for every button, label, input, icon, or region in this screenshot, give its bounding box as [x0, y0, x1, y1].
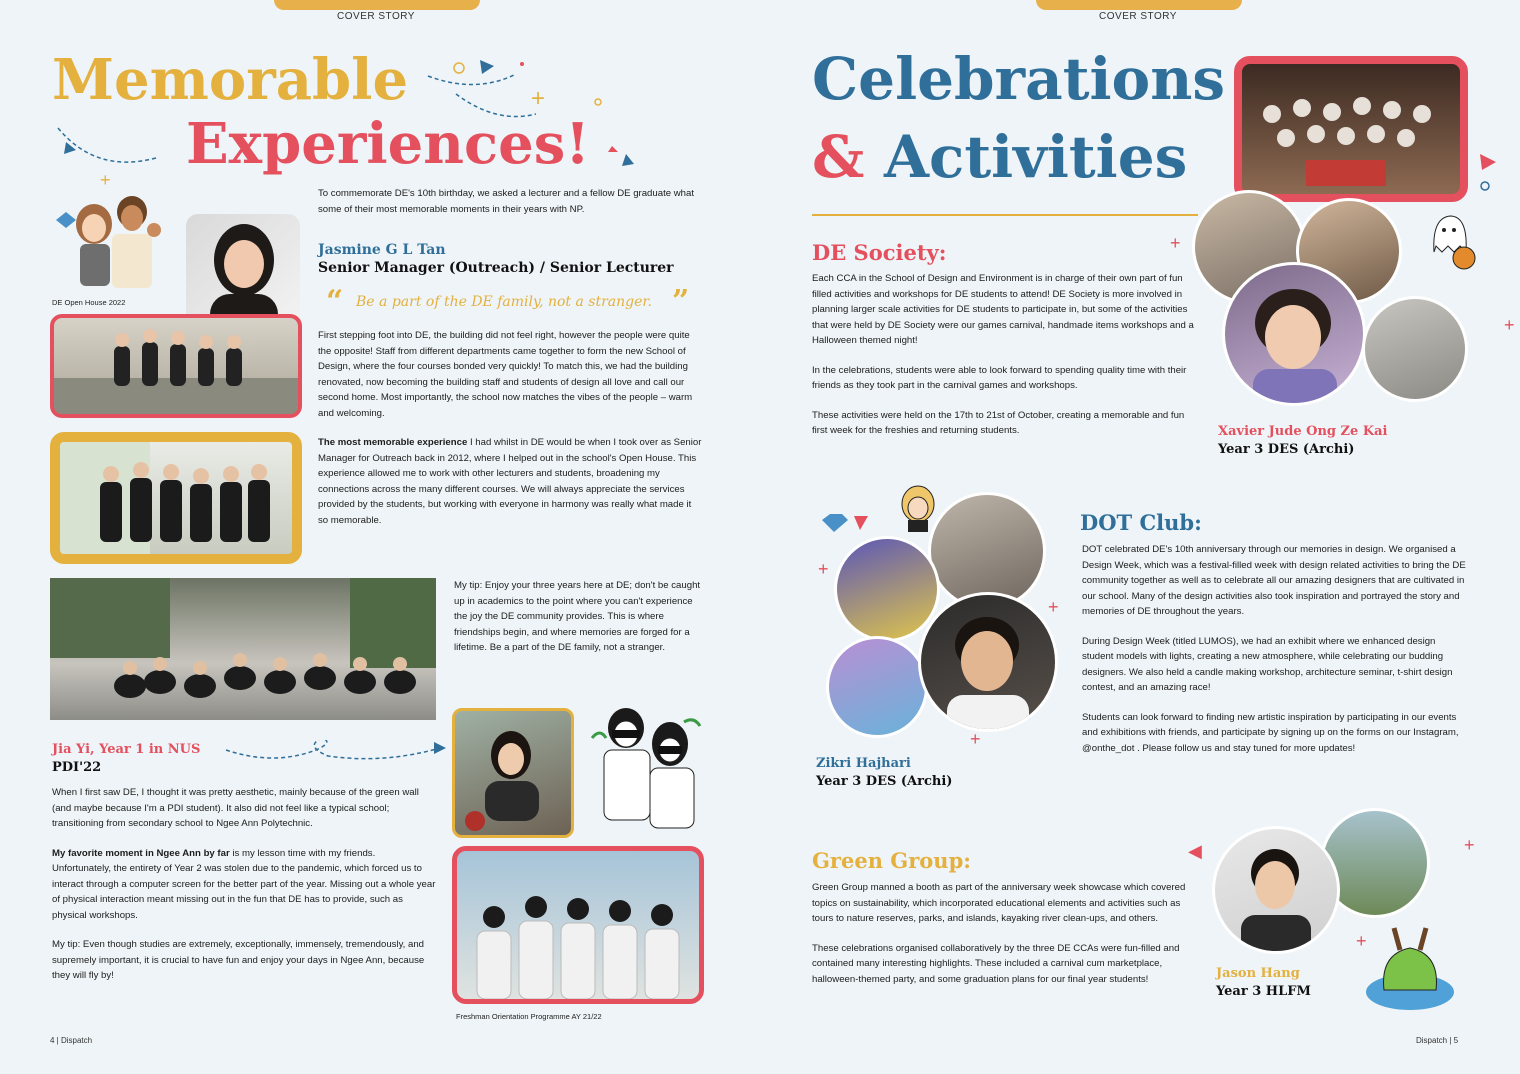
jason-role: Year 3 HLFM	[1216, 984, 1311, 999]
graduate-para-1: When I first saw DE, I thought it was pretty aesthetic, mainly because of the green wall (and maybe because I'm a PDI student). It also did not feel like a typical school; transitioning from secondary school to Ngee Ann Polytechnic.	[52, 787, 419, 829]
graduate-para-2-text: is my lesson time with my friends. Unfortunately, the entirety of Year 2 was stolen due to the pandemic, which forced us to interact through a computer screen for the better part of the year. Missing out a whole year of physical interaction meant missing out in the fun that DE has to provide, such as physical workshops.	[52, 847, 436, 921]
zikri-portrait	[918, 592, 1058, 732]
xavier-portrait	[1222, 262, 1366, 406]
de-society-heading: DE Society:	[812, 240, 947, 265]
plus-decoration: +	[970, 729, 981, 749]
de-society-para-1: Each CCA in the School of Design and Environment is in charge of their own part of fun filled activities and workshops for DE students to attend! DE Society is more involved in planning larger scale activities for DE students to participate in, but some of the activities that were held by DE Society were our games carnival, handmade items workshops and a Halloween themed night!	[812, 273, 1194, 346]
dot-club-para-2: During Design Week (titled LUMOS), we had an exhibit where we enhanced design student models with lights, creating a new atmosphere, while celebrating our budding designers. We also held a candle making workshop, architecture seminar, t-shirt design contest, and an amazing race!	[1082, 635, 1453, 693]
title-experiences: Experiences!	[186, 111, 590, 177]
de-society-body	[812, 271, 1196, 453]
cartoon-students-illustration	[52, 190, 170, 290]
close-quote-icon: ”	[672, 284, 690, 319]
lecturer-para-2	[318, 435, 702, 528]
bag-illustration	[1360, 920, 1458, 1016]
dot-club-para-3: Students can look forward to finding new artistic inspiration by participating in our events and exhibitions with friends, and participate by signing up on the forms on our Instagram, @onthe_dot . Please follow us and stay tuned for more updates!	[1082, 711, 1459, 754]
title-divider	[812, 214, 1198, 216]
open-house-caption: DE Open House 2022	[52, 298, 126, 307]
xavier-role: Year 3 DES (Archi)	[1218, 442, 1355, 457]
graduate-portrait-photo	[452, 708, 574, 838]
lecturer-quote: Be a part of the DE family, not a stranger.	[356, 294, 652, 310]
page-number-right: Dispatch | 5	[1416, 1036, 1459, 1045]
ghost-pumpkin-illustration	[1428, 212, 1476, 274]
zikri-role: Year 3 DES (Archi)	[816, 774, 953, 789]
lecturer-para-1: First stepping foot into DE, the building did not feel right, however the people were quite the opposite! Staff from different departments came together to form the new School of Design, where the four courses bonded very quickly! To match this, we had the building renovated, now becoming the building staff and students of design all love and call our second home. Most importantly, the school now matches the vibes of the people – warm and welcoming.	[318, 330, 693, 419]
orientation-photo	[452, 846, 704, 1004]
staff-group-photo	[50, 432, 302, 564]
plus-decoration: +	[1504, 315, 1515, 335]
group-sitting-photo	[50, 578, 436, 720]
graduate-role: PDI'22	[52, 760, 102, 775]
jason-name: Jason Hang	[1216, 966, 1300, 981]
orientation-caption: Freshman Orientation Programme AY 21/22	[456, 1012, 602, 1021]
green-group-heading: Green Group:	[812, 848, 972, 873]
open-house-photo	[50, 314, 302, 418]
dot-club-circle-photo-2	[834, 536, 940, 642]
lecturer-role: Senior Manager (Outreach) / Senior Lecturer	[318, 260, 674, 276]
dot-club-heading: DOT Club:	[1080, 510, 1202, 535]
title-memorable: Memorable	[52, 47, 409, 113]
dashed-swirl-decoration	[224, 740, 448, 770]
lecturer-body	[318, 328, 702, 542]
plus-decoration: +	[818, 559, 829, 579]
xavier-name: Xavier Jude Ong Ze Kai	[1218, 424, 1388, 439]
halloween-group-photo	[1234, 56, 1468, 202]
title-ampersand: &	[812, 123, 865, 191]
lecturer-para-2-lead: The most memorable experience	[318, 437, 468, 448]
cover-label-left: COVER STORY	[337, 11, 415, 22]
graduate-body	[52, 785, 436, 998]
triangle-decoration: ◀	[1188, 841, 1202, 861]
cover-label-right: COVER STORY	[1099, 11, 1177, 22]
title-activities: Activities	[884, 123, 1188, 191]
lecturer-para-2-text: I had whilst in DE would be when I took over as Senior Manager for Outreach back in 2012, where I helped out in the school's Open House. This experience allowed me to work with other lecturers and students, broadening my connections across the many different courses. We will always appreciate the services provided by the students, but working with everyone in harmony was really what made it so memorable.	[318, 437, 702, 526]
de-society-para-2: In the celebrations, students were able to look forward to spending quality time with their friends as they took part in the carnival games and workshops.	[812, 364, 1187, 391]
lecturer-portrait	[186, 214, 300, 326]
plus-decoration: +	[1464, 835, 1475, 855]
cartoon-girl-illustration	[898, 484, 938, 532]
cover-tab-right	[1036, 0, 1242, 10]
plus-decoration: +	[1170, 233, 1181, 253]
diamond-triangle-decoration	[820, 510, 880, 540]
dot-club-circle-photo-3	[826, 636, 928, 738]
graduate-para-2	[52, 846, 436, 924]
zikri-name: Zikri Hajhari	[816, 756, 911, 771]
jason-portrait	[1212, 826, 1340, 954]
plus-decoration: +	[1356, 931, 1367, 951]
de-society-para-3: These activities were held on the 17th to 21st of October, creating a memorable and fun first week for the freshies and returning students.	[812, 409, 1185, 436]
lecturer-tip: My tip: Enjoy your three years here at DE; don't be caught up in academics to the point where you can't experience the joy the DE community provides. This is where friendships begin, and where memories are forged for a lifetime. Be a part of the DE family, not a stranger.	[454, 580, 701, 653]
intro-text: To commemorate DE's 10th birthday, we asked a lecturer and a fellow DE graduate what some of their most memorable moments in their years with NP.	[318, 188, 694, 215]
green-group-para-1: Green Group manned a booth as part of the anniversary week showcase which covered topics on sustainability, which incorporated educational elements and activities such as tours to nature reserves, parks, and islands, kayaking river clean-ups, and others.	[812, 882, 1186, 924]
green-group-body	[812, 880, 1196, 1001]
dot-club-body	[1082, 542, 1466, 770]
svg-text:+: +	[100, 170, 111, 190]
confetti-decoration	[56, 54, 646, 194]
graduate-para-2-lead: My favorite moment in Ngee Ann by far	[52, 847, 230, 859]
plus-decoration: +	[1048, 597, 1059, 617]
de-society-circle-photo-3	[1362, 296, 1468, 402]
graduate-tip: My tip: Even though studies are extremely, exceptionally, immensely, tremendously, and supremely important, it is crucial to have fun and enjoy your days in Ngee Ann, because they will fly by!	[52, 939, 425, 981]
open-quote-icon: “	[326, 284, 344, 319]
triangle-decoration	[1476, 150, 1502, 194]
green-group-para-2: These celebrations organised collaboratively by the three DE CCAs were fun-filled and contained many interesting highlights. These included a carnival cum marketplace, halloween-themed party, and some graduation plans for our final year students!	[812, 942, 1180, 985]
cartoon-couple-illustration	[584, 698, 712, 838]
lecturer-name: Jasmine G L Tan	[318, 242, 446, 258]
graduate-name: Jia Yi, Year 1 in NUS	[52, 742, 201, 757]
title-celebrations: Celebrations	[812, 45, 1226, 113]
cover-tab-left	[274, 0, 480, 10]
svg-text:+: +	[531, 85, 546, 112]
dot-club-para-1: DOT celebrated DE's 10th anniversary through our memories in design. We organised a Design Week, which was a festival-filled week with design related activities to bring the DE community together as well as to celebrate all our amazing designers that are cultivated in our school. Many of the design activities also took inspiration and portrayed the story and memories of DE throughout the years.	[1082, 544, 1466, 617]
page-number-left: 4 | Dispatch	[50, 1036, 93, 1045]
